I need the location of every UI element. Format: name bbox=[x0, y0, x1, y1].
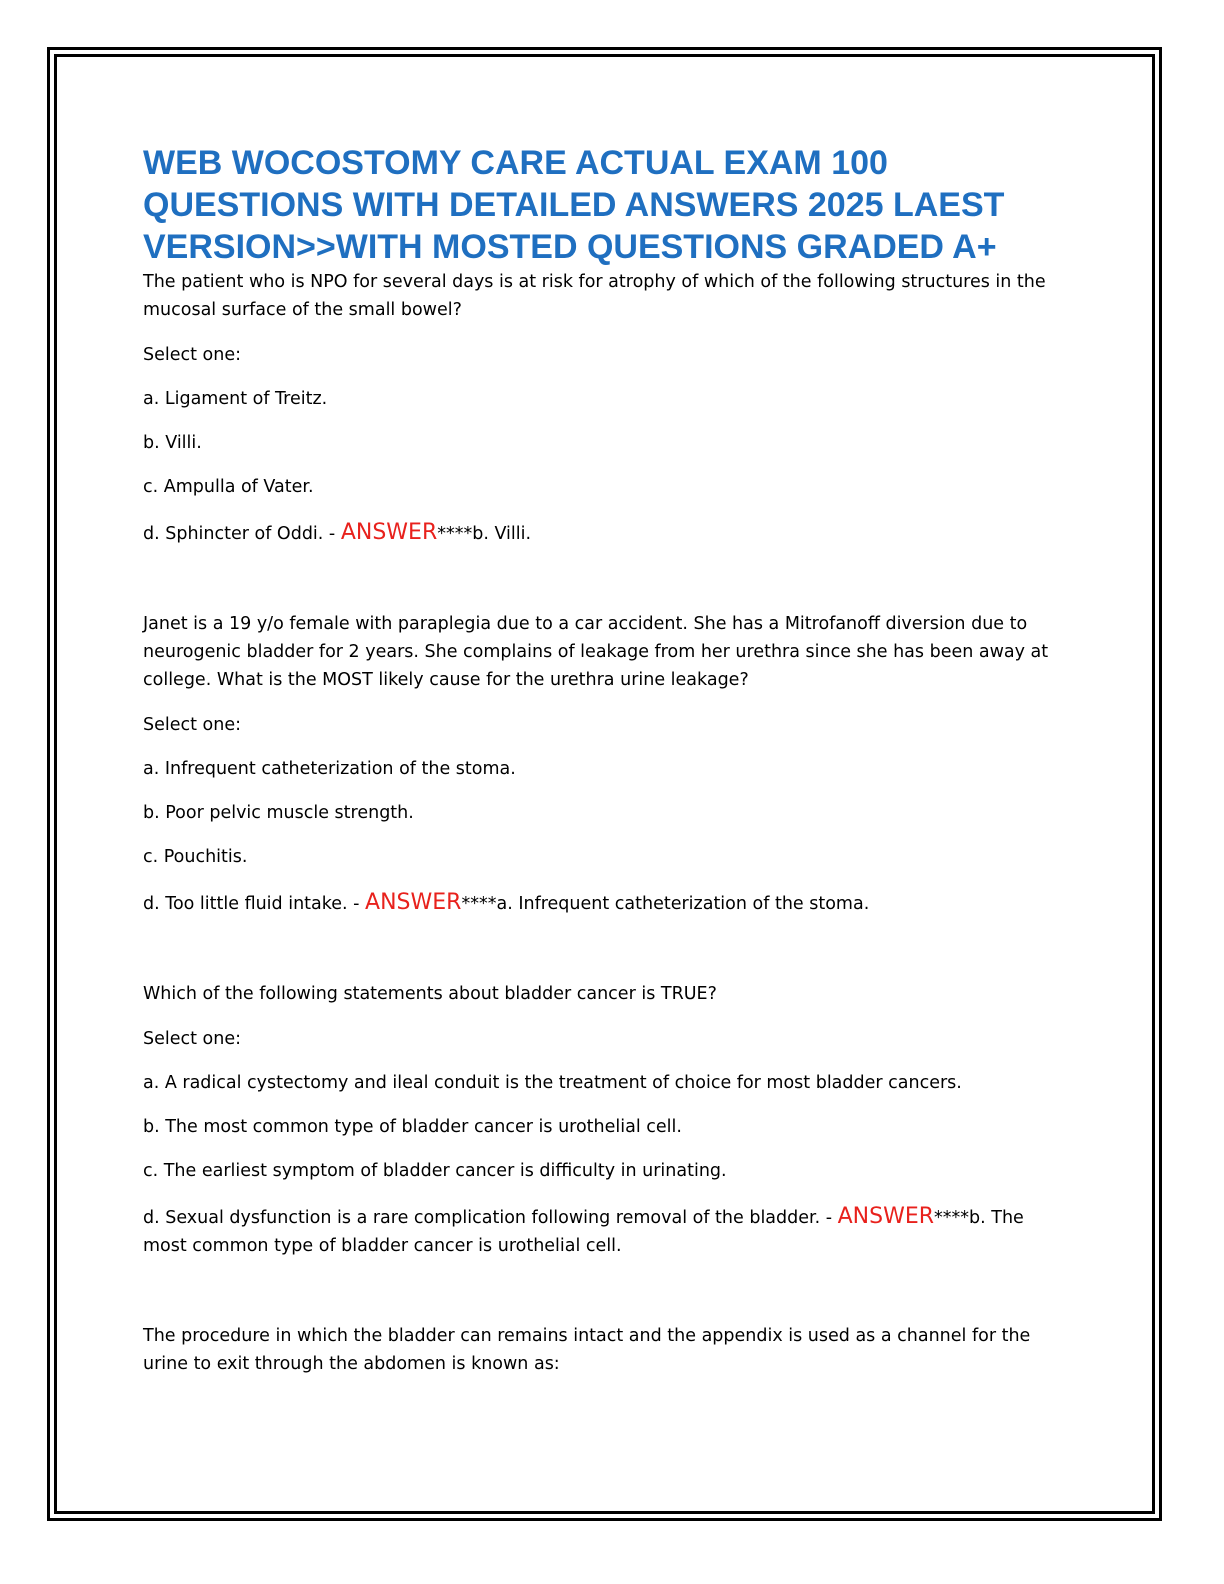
question-block bbox=[143, 268, 1073, 548]
question-block bbox=[143, 610, 1073, 918]
answer-text: a. Infrequent catheterization of the stoma. bbox=[496, 894, 870, 914]
answer-marker: **** bbox=[437, 524, 473, 544]
option-d-with-answer bbox=[143, 889, 1073, 918]
answer-text: b. The most common type of bladder cancer is urothelial cell. bbox=[143, 1208, 1024, 1256]
question-text: Which of the following statements about bladder cancer is TRUE? bbox=[143, 984, 717, 1004]
question-text: The patient who is NPO for several days is at risk for atrophy of which of the following structures in the mucosal surface of the small bowel? bbox=[143, 272, 1046, 320]
option-b: b. Poor pelvic muscle strength. bbox=[143, 803, 414, 823]
answer-separator: - bbox=[820, 1208, 838, 1228]
option-d: d. Sphincter of Oddi. bbox=[143, 524, 324, 544]
select-label: Select one: bbox=[143, 1029, 242, 1049]
answer-separator: - bbox=[323, 524, 341, 544]
question-block bbox=[143, 980, 1073, 1260]
option-d-with-answer bbox=[143, 519, 1073, 548]
option-b: b. The most common type of bladder cancer is urothelial cell. bbox=[143, 1117, 682, 1137]
option-d-with-answer bbox=[143, 1203, 1073, 1260]
answer-label: ANSWER bbox=[365, 890, 462, 915]
select-label: Select one: bbox=[143, 345, 242, 365]
document-title: WEB WOCOSTOMY CARE ACTUAL EXAM 100 QUESTIONS WITH DETAILED ANSWERS 2025 LAEST VERSION>>WITH MOSTED QUESTIONS GRADED A+ bbox=[143, 144, 1005, 266]
question-text: The procedure in which the bladder can remains intact and the appendix is used as a channel for the urine to exit through the abdomen is known as: bbox=[143, 1326, 1031, 1374]
option-c: c. Ampulla of Vater. bbox=[143, 477, 314, 497]
question-text: Janet is a 19 y/o female with paraplegia due to a car accident. She has a Mitrofanoff diversion due to neurogenic bladder for 2 years. She complains of leakage from her urethra since she has been away at college. What is the MOST likely cause for the urethra urine leakage? bbox=[143, 614, 1049, 690]
answer-separator: - bbox=[347, 894, 366, 914]
answer-text: b. Villi. bbox=[472, 524, 532, 544]
option-d: d. Sexual dysfunction is a rare complication following removal of the bladder. bbox=[143, 1208, 821, 1228]
answer-label: ANSWER bbox=[837, 1204, 935, 1229]
option-c: c. The earliest symptom of bladder cancer is difficulty in urinating. bbox=[143, 1161, 727, 1181]
document-content bbox=[143, 142, 1073, 1378]
option-b: b. Villi. bbox=[143, 433, 202, 453]
option-a: a. Infrequent catheterization of the stoma. bbox=[143, 759, 516, 779]
question-block bbox=[143, 1322, 1073, 1378]
answer-label: ANSWER bbox=[340, 520, 438, 545]
answer-marker: **** bbox=[934, 1208, 970, 1228]
option-c: c. Pouchitis. bbox=[143, 847, 248, 867]
select-label: Select one: bbox=[143, 715, 242, 735]
option-d: d. Too little fluid intake. bbox=[143, 894, 348, 914]
answer-marker: **** bbox=[461, 894, 497, 914]
option-a: a. Ligament of Treitz. bbox=[143, 389, 328, 409]
option-a: a. A radical cystectomy and ileal conduit is the treatment of choice for most bladder cancers. bbox=[143, 1073, 962, 1093]
